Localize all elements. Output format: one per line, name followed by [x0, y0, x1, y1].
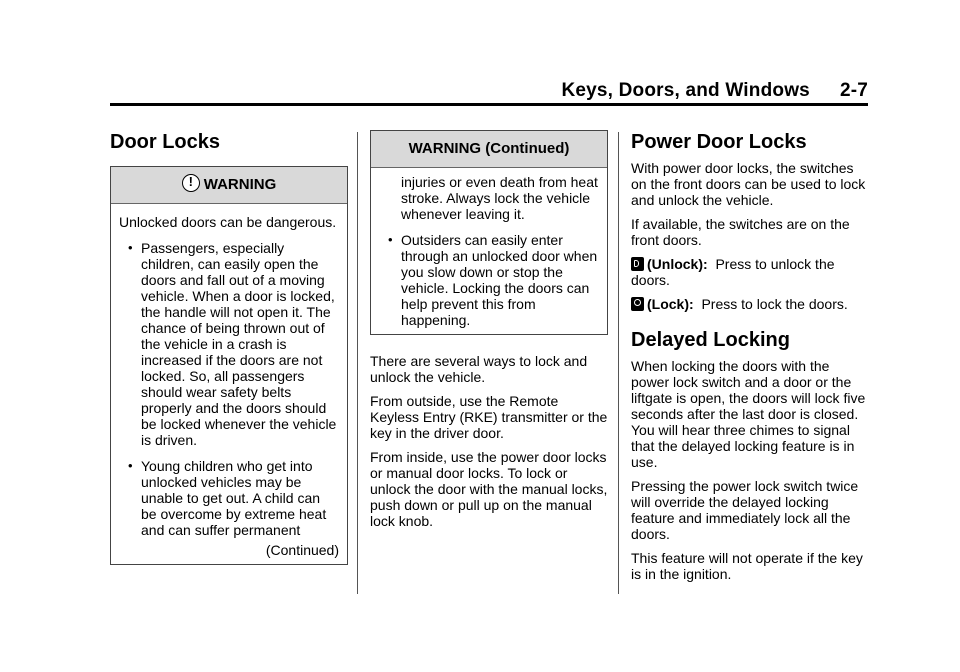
- column-divider: [618, 132, 619, 594]
- lock-instruction: [631, 296, 871, 312]
- paragraph: Pressing the power lock switch twice will override the delayed locking feature and immediately lock all the doors.: [631, 478, 859, 542]
- warning-label: WARNING: [203, 176, 277, 193]
- delayed-locking-heading: Delayed Locking: [631, 329, 790, 351]
- paragraph: If available, the switches are on the front doors.: [631, 216, 850, 248]
- lock-label: (Lock):: [647, 296, 694, 312]
- paragraph: There are several ways to lock and unlock the vehicle.: [370, 353, 588, 385]
- warning-continued-box: [370, 130, 608, 335]
- page-number: 2-7: [839, 80, 868, 101]
- column-3: [631, 130, 871, 590]
- power-door-locks-heading: Power Door Locks: [631, 131, 807, 153]
- door-locks-text: [370, 353, 608, 529]
- paragraph: When locking the doors with the power lock switch and a door or the liftgate is open, the doors will lock five seconds after the last door is closed. You will hear three chimes to signal that the delayed locking feature is in use.: [631, 358, 866, 470]
- warning-bullet: • Outsiders can easily enter through an unlocked door when you slow down or stop the vehicle. Locking the doors can help prevent this from happening.: [379, 232, 599, 328]
- door-locks-heading: Door Locks: [110, 131, 221, 153]
- unlock-label: (Unlock):: [647, 256, 708, 272]
- warning-continued-header: WARNING (Continued): [371, 131, 607, 168]
- warning-continued-bullets: [379, 232, 599, 328]
- column-1: [110, 130, 348, 565]
- warning-header: [111, 167, 347, 204]
- paragraph: With power door locks, the switches on the front doors can be used to lock and unlock the vehicle.: [631, 160, 866, 208]
- header-rule: [110, 103, 868, 106]
- warning-bullet: • Passengers, especially children, can easily open the doors and fall out of a moving vehicle. When a door is locked, the handle will not open it. The chance of being thrown out of the vehicle in a crash is increased if the doors are not locked. So, all passengers should wear safety belts properly and the doors should be locked whenever the vehicle is driven.: [119, 240, 339, 448]
- warning-continuation: injuries or even death from heat stroke. Always lock the vehicle whenever leaving it.: [401, 174, 598, 222]
- section-title: Keys, Doors, and Windows: [561, 80, 810, 101]
- header-text: [561, 80, 868, 102]
- warning-continued-body: [371, 168, 607, 334]
- column-divider: [357, 132, 358, 594]
- unlock-instruction: [631, 256, 871, 288]
- paragraph: From outside, use the Remote Keyless Entry (RKE) transmitter or the key in the driver door.: [370, 393, 608, 441]
- warning-intro: Unlocked doors can be dangerous.: [119, 214, 337, 230]
- column-2: [370, 130, 608, 537]
- warning-box: [110, 166, 348, 565]
- warning-bullet: • Young children who get into unlocked vehicles may be unable to get out. A child can be overcome by extreme heat and can suffer permanent: [119, 458, 339, 538]
- paragraph: This feature will not operate if the key is in the ignition.: [631, 550, 863, 582]
- unlock-icon: [631, 257, 644, 271]
- page-header: [110, 80, 868, 104]
- paragraph: From inside, use the power door locks or manual door locks. To lock or unlock the door with the manual locks, push down or pull up on the manual lock knob.: [370, 449, 608, 529]
- warning-body: [111, 204, 347, 564]
- continued-label: (Continued): [265, 542, 339, 558]
- lock-icon: [631, 297, 644, 311]
- warning-icon: [182, 174, 200, 192]
- lock-text: Press to lock the doors.: [701, 296, 848, 312]
- unlock-text: Press to unlock the doors.: [631, 256, 835, 288]
- warning-bullets: [119, 240, 339, 538]
